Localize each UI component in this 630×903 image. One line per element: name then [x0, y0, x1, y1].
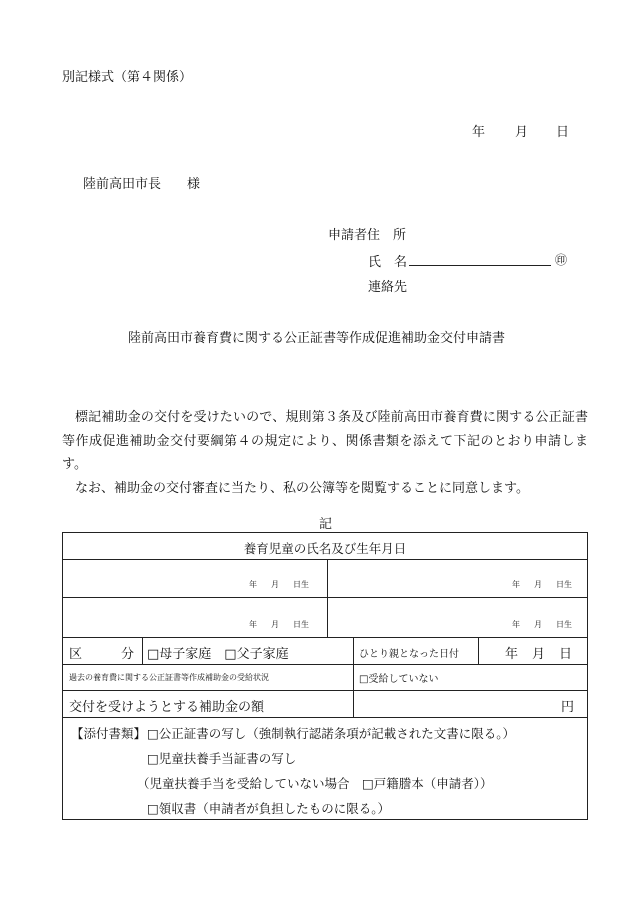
- birth-date-2b: 年 月 日生: [512, 620, 572, 629]
- table-divider: [327, 559, 328, 637]
- date-year: 年: [472, 125, 486, 140]
- table-rule: [63, 717, 587, 718]
- single-parent-date-value: 年 月 日: [505, 647, 573, 662]
- date-line: [472, 121, 569, 140]
- attachment-item-3: （児童扶養手当を受給していない場合 □戸籍謄本（申請者））: [137, 776, 493, 791]
- past-subsidy-value: □受給していない: [359, 674, 439, 685]
- date-day: 日: [556, 125, 570, 140]
- amount-unit: 円: [561, 700, 575, 715]
- attachment-item-1: □公正証書の写し（強制執行認諾条項が記載された文書に限る。）: [147, 726, 516, 741]
- category-label: 区 分: [69, 647, 135, 662]
- birth-date-2a: 年 月 日生: [249, 620, 309, 629]
- seal-mark: ㊞: [555, 253, 568, 267]
- birth-date-1a: 年 月 日生: [249, 580, 309, 589]
- body-paragraph-1: 標記補助金の交付を受けたいので、規則第３条及び陸前高田市養育費に関する公正証書等作成促進補助金交付要綱第４の規定により、関係書類を添えて下記のとおり申請します。: [62, 410, 588, 472]
- category-options: □母子家庭 □父子家庭: [147, 647, 289, 662]
- attachments-label: 【添付書類】: [71, 726, 147, 741]
- addressee: 陸前高田市長 様: [83, 177, 201, 192]
- application-table: [62, 532, 588, 820]
- table-rule: [63, 559, 587, 560]
- table-rule: [63, 597, 587, 598]
- ki-label: 記: [319, 517, 333, 532]
- past-subsidy-label: 過去の養育費に関する公正証書等作成補助金の受給状況: [69, 673, 269, 682]
- body-paragraph-2: なお、補助金の交付審査に当たり、私の公簿等を閲覧することに同意します。: [75, 480, 529, 496]
- date-month: 月: [515, 125, 529, 140]
- applicant-address-label: 申請者住 所: [328, 228, 407, 243]
- name-underline: [409, 265, 551, 266]
- table-rule: [63, 690, 587, 691]
- applicant-name-label: 氏 名: [368, 255, 408, 270]
- applicant-contact-label: 連絡先: [368, 280, 408, 295]
- birth-date-1b: 年 月 日生: [512, 580, 572, 589]
- table-divider: [478, 637, 479, 664]
- body-text: [62, 406, 588, 500]
- form-reference: 別記様式（第４関係）: [62, 70, 193, 85]
- amount-label: 交付を受けようとする補助金の額: [69, 700, 265, 715]
- document-title: 陸前高田市養育費に関する公正証書等作成促進補助金交付申請書: [128, 331, 506, 346]
- attachment-item-2: □児童扶養手当証書の写し: [147, 751, 297, 766]
- children-header: 養育児童の氏名及び生年月日: [243, 541, 407, 556]
- table-divider: [353, 637, 354, 717]
- table-rule: [63, 664, 587, 665]
- attachment-item-4: □領収書（申請者が負担したものに限る。）: [147, 801, 391, 816]
- table-divider: [142, 637, 143, 664]
- single-parent-date-label: ひとり親となった日付: [359, 649, 459, 660]
